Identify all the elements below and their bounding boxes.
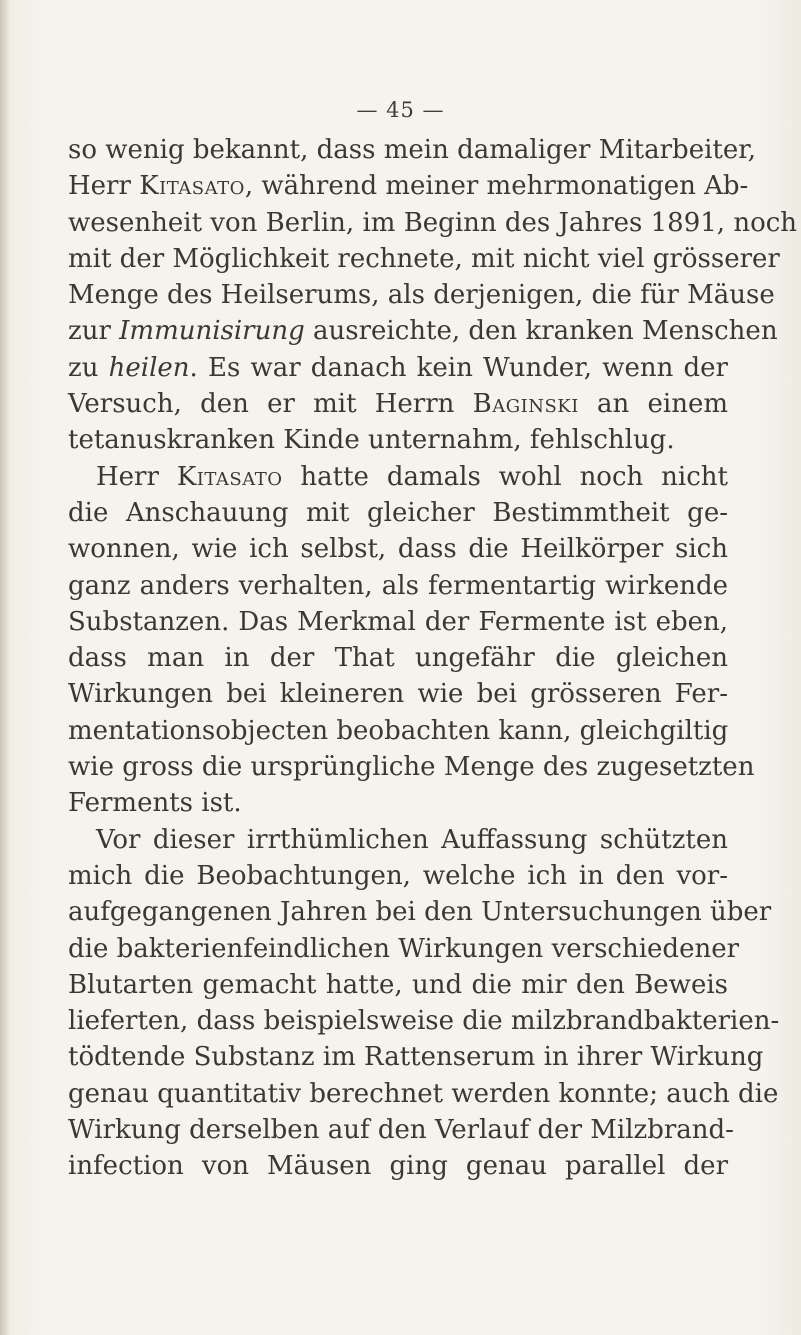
text-run: ausreichte, den kranken Menschen [304, 316, 778, 347]
text-line [68, 459, 728, 495]
text-run: lieferten, dass beispielsweise die milzbrandbakterien- [68, 1006, 780, 1037]
text-run: Menge des Heilserums, als derjenigen, die für Mäuse [68, 280, 775, 311]
text-line [68, 967, 728, 1003]
text-run: mentationsobjecten beobachten kann, gleichgiltig [68, 715, 729, 746]
person-name: Kitasato [139, 171, 245, 202]
emphasis-text: Immunisirung [119, 316, 305, 347]
text-line [68, 858, 728, 894]
text-run: aufgegangenen Jahren bei den Untersuchungen über [68, 897, 772, 928]
text-run: Herr [68, 171, 140, 202]
text-line [68, 713, 728, 749]
text-run: genau quantitativ berechnet werden konnte; auch die [68, 1078, 779, 1109]
text-run: Wirkung derselben auf den Verlauf der Milzbrand- [68, 1115, 734, 1146]
emphasis-text: heilen [108, 352, 190, 383]
text-line [68, 894, 772, 930]
text-run: so wenig bekannt, dass mein damaliger Mitarbeiter, [68, 135, 757, 165]
text-line [68, 241, 780, 277]
body-text [68, 132, 798, 1185]
text-line [68, 1148, 728, 1184]
text-run: wie gross die ursprüngliche Menge des zugesetzten [68, 752, 755, 783]
text-line [68, 1003, 780, 1039]
text-line [68, 1076, 779, 1112]
text-run: . Es war danach kein Wunder, wenn der [189, 352, 728, 383]
text-run: Versuch, den er mit Herrn [68, 389, 473, 420]
text-line [68, 931, 740, 967]
text-run: mit der Möglichkeit rechnete, mit nicht viel grösserer [68, 243, 780, 274]
text-line [68, 386, 728, 422]
text-line [68, 422, 728, 458]
text-run: ganz anders verhalten, als fermentartig wirkende [68, 570, 728, 601]
text-run: hatte damals wohl noch nicht [282, 461, 728, 492]
text-run: Herr [96, 461, 177, 492]
text-line [68, 640, 728, 676]
text-line [68, 495, 728, 531]
text-line [68, 822, 728, 858]
text-line [68, 604, 728, 640]
text-run: die bakterienfeindlichen Wirkungen verschiedener [68, 933, 740, 964]
text-run: tetanuskranken Kinde unternahm, fehlschlug. [68, 425, 675, 456]
text-line [68, 1039, 764, 1075]
text-line [68, 205, 798, 241]
text-run: tödtende Substanz im Rattenserum in ihrer Wirkung [68, 1042, 764, 1073]
text-line [68, 132, 757, 168]
text-run: die Anschauung mit gleicher Bestimmtheit ge- [68, 497, 728, 528]
text-line [68, 749, 755, 785]
text-run: Vor dieser irrthümlichen Auffassung schützten [96, 824, 728, 855]
page-gutter-shadow [0, 0, 10, 1335]
person-name: Kitasato [176, 461, 283, 492]
text-line [68, 313, 778, 349]
text-line [68, 676, 728, 712]
page-number: — 45 — [356, 98, 445, 122]
text-run: an einem [578, 389, 729, 420]
text-line [68, 568, 728, 604]
text-run: wesenheit von Berlin, im Beginn des Jahres 1891, noch [68, 207, 798, 238]
text-run: Ferments ist. [68, 788, 242, 819]
text-run: zur [68, 316, 120, 347]
text-line [68, 350, 728, 386]
text-run: mich die Beobachtungen, welche ich in den vor- [68, 860, 728, 891]
person-name: Baginski [472, 389, 579, 420]
text-line [68, 1112, 734, 1148]
text-line [68, 168, 749, 204]
text-run: infection von Mäusen ging genau parallel der [68, 1151, 728, 1182]
text-run: dass man in der That ungefähr die gleichen [68, 643, 728, 674]
text-line [68, 531, 728, 567]
text-run: Wirkungen bei kleineren wie bei grösseren Fer- [68, 679, 728, 710]
text-run: Substanzen. Das Merkmal der Fermente ist eben, [68, 606, 728, 637]
text-run: zu [68, 352, 109, 383]
text-run: Blutarten gemacht hatte, und die mir den Beweis [68, 969, 728, 1000]
text-line [68, 785, 728, 821]
text-line [68, 277, 775, 313]
text-run: wonnen, wie ich selbst, dass die Heilkörper sich [68, 534, 728, 565]
text-run: , während meiner mehrmonatigen Ab- [244, 171, 749, 202]
